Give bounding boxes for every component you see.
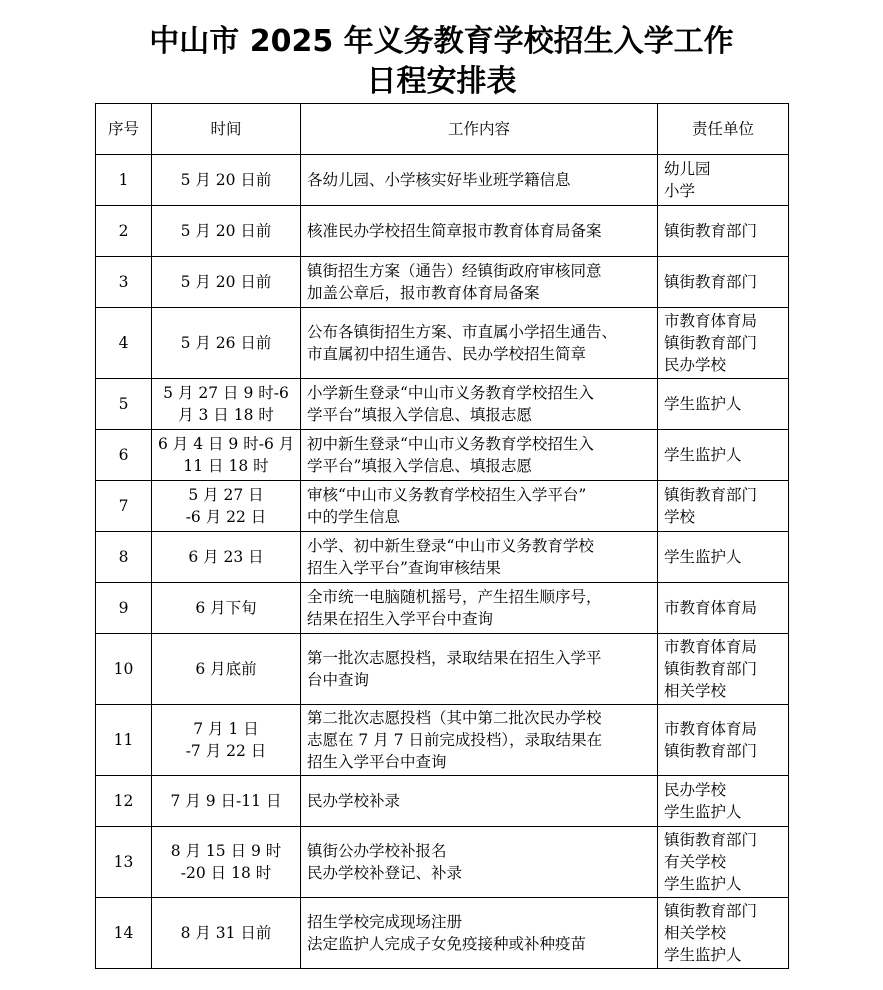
header-content: 工作内容 — [301, 104, 658, 155]
table-row — [96, 898, 789, 969]
document-title-line1: 中山市 2025 年义务教育学校招生入学工作 — [149, 24, 734, 59]
cell-serial: 4 — [96, 308, 152, 379]
cell-serial: 10 — [96, 634, 152, 705]
cell-time-line: 8 月 31 日前 — [180, 924, 272, 942]
cell-content — [301, 705, 658, 776]
cell-content — [301, 532, 658, 583]
cell-serial: 12 — [96, 776, 152, 827]
cell-time-line: 6 月底前 — [195, 660, 257, 678]
cell-content-line: 审核“中山市义务教育学校招生入学平台” — [307, 486, 587, 504]
cell-unit — [658, 257, 789, 308]
cell-content — [301, 827, 658, 898]
table-row — [96, 379, 789, 430]
cell-content — [301, 155, 658, 206]
cell-unit-line: 镇街教育部门 — [664, 902, 758, 920]
cell-unit-line: 镇街教育部门 — [664, 742, 758, 760]
cell-unit — [658, 155, 789, 206]
cell-unit-line: 市教育体育局 — [664, 638, 758, 656]
cell-content-line: 台中查询 — [307, 671, 370, 689]
cell-content-line: 招生入学平台”查询审核结果 — [307, 559, 501, 577]
cell-unit-line: 市教育体育局 — [664, 312, 758, 330]
cell-content-line: 招生学校完成现场注册 — [307, 913, 463, 931]
cell-unit — [658, 532, 789, 583]
document-title-line2: 日程安排表 — [366, 64, 517, 99]
cell-time — [152, 583, 301, 634]
header-responsible-unit: 责任单位 — [658, 104, 789, 155]
cell-content-line: 加盖公章后，报市教育体育局备案 — [307, 284, 540, 302]
table-row — [96, 308, 789, 379]
cell-serial: 5 — [96, 379, 152, 430]
cell-content — [301, 206, 658, 257]
table-body — [96, 155, 789, 969]
cell-content — [301, 898, 658, 969]
cell-content-line: 市直属初中招生通告、民办学校招生简章 — [307, 345, 587, 363]
table-row — [96, 206, 789, 257]
cell-content-line: 全市统一电脑随机摇号，产生招生顺序号， — [307, 588, 602, 606]
cell-content-line: 学平台”填报入学信息、填报志愿 — [307, 406, 532, 424]
cell-content-line: 民办学校补登记、补录 — [307, 864, 463, 882]
cell-time — [152, 898, 301, 969]
cell-unit — [658, 705, 789, 776]
cell-unit-line: 学校 — [664, 508, 696, 526]
cell-serial: 2 — [96, 206, 152, 257]
cell-unit-line: 相关学校 — [664, 924, 727, 942]
cell-time-line: 8 月 15 日 9 时 — [170, 842, 282, 860]
cell-time — [152, 257, 301, 308]
cell-content-line: 中的学生信息 — [307, 508, 401, 526]
cell-content-line: 镇街公办学校补报名 — [307, 842, 447, 860]
cell-unit-line: 民办学校 — [664, 781, 727, 799]
cell-content — [301, 430, 658, 481]
cell-time-line: -6 月 22 日 — [185, 508, 267, 526]
cell-unit — [658, 379, 789, 430]
cell-content-line: 第一批次志愿投档，录取结果在招生入学平 — [307, 649, 602, 667]
cell-time-line: 5 月 27 日 9 时-6 — [163, 384, 289, 402]
cell-content — [301, 634, 658, 705]
table-row — [96, 155, 789, 206]
cell-unit — [658, 481, 789, 532]
cell-unit — [658, 430, 789, 481]
cell-serial: 3 — [96, 257, 152, 308]
cell-content — [301, 776, 658, 827]
cell-time — [152, 155, 301, 206]
cell-unit-line: 学生监护人 — [664, 803, 742, 821]
cell-serial: 14 — [96, 898, 152, 969]
cell-time-line: -7 月 22 日 — [185, 742, 267, 760]
cell-content — [301, 257, 658, 308]
cell-content-line: 民办学校补录 — [307, 792, 401, 810]
cell-content — [301, 308, 658, 379]
cell-time — [152, 532, 301, 583]
cell-content-line: 第二批次志愿投档（其中第二批次民办学校 — [307, 709, 602, 727]
cell-time — [152, 308, 301, 379]
cell-time-line: 5 月 20 日前 — [180, 222, 272, 240]
cell-unit — [658, 634, 789, 705]
cell-content-line: 初中新生登录“中山市义务教育学校招生入 — [307, 435, 594, 453]
cell-unit-line: 市教育体育局 — [664, 720, 758, 738]
cell-time — [152, 705, 301, 776]
header-time: 时间 — [152, 104, 301, 155]
table-row — [96, 583, 789, 634]
cell-time-line: 6 月 23 日 — [188, 548, 264, 566]
cell-serial: 7 — [96, 481, 152, 532]
cell-unit-line: 镇街教育部门 — [664, 660, 758, 678]
cell-unit-line: 学生监护人 — [664, 946, 742, 964]
table-row — [96, 430, 789, 481]
cell-serial: 9 — [96, 583, 152, 634]
cell-unit — [658, 308, 789, 379]
cell-unit — [658, 583, 789, 634]
cell-time-line: 月 3 日 18 时 — [178, 406, 274, 424]
cell-unit-line: 市教育体育局 — [664, 599, 758, 617]
cell-time — [152, 481, 301, 532]
cell-content-line: 学平台”填报入学信息、填报志愿 — [307, 457, 532, 475]
cell-content-line: 小学新生登录“中山市义务教育学校招生入 — [307, 384, 594, 402]
cell-serial: 8 — [96, 532, 152, 583]
cell-unit-line: 小学 — [664, 182, 696, 200]
header-serial: 序号 — [96, 104, 152, 155]
cell-time-line: 6 月 4 日 9 时-6 月 — [158, 435, 295, 453]
cell-time-line: 7 月 9 日-11 日 — [170, 792, 282, 810]
cell-content — [301, 379, 658, 430]
cell-serial: 1 — [96, 155, 152, 206]
cell-unit — [658, 898, 789, 969]
cell-time — [152, 634, 301, 705]
table-row — [96, 257, 789, 308]
table-header-row — [96, 104, 789, 155]
cell-unit-line: 镇街教育部门 — [664, 222, 758, 240]
cell-unit-line: 学生监护人 — [664, 395, 742, 413]
table-row — [96, 776, 789, 827]
cell-content-line: 招生入学平台中查询 — [307, 753, 447, 771]
cell-unit-line: 民办学校 — [664, 356, 727, 374]
cell-unit-line: 学生监护人 — [664, 875, 742, 893]
cell-time — [152, 827, 301, 898]
cell-content — [301, 481, 658, 532]
cell-unit — [658, 206, 789, 257]
cell-content-line: 公布各镇街招生方案、市直属小学招生通告、 — [307, 323, 618, 341]
cell-time — [152, 379, 301, 430]
cell-time — [152, 206, 301, 257]
cell-time-line: 7 月 1 日 — [193, 720, 259, 738]
cell-time-line: -20 日 18 时 — [180, 864, 272, 882]
cell-time-line: 6 月下旬 — [195, 599, 257, 617]
cell-content-line: 结果在招生入学平台中查询 — [307, 610, 494, 628]
cell-unit-line: 有关学校 — [664, 853, 727, 871]
cell-time — [152, 430, 301, 481]
cell-time-line: 5 月 20 日前 — [180, 273, 272, 291]
cell-content-line: 小学、初中新生登录“中山市义务教育学校 — [307, 537, 594, 555]
cell-content-line: 镇街招生方案（通告）经镇街政府审核同意 — [307, 262, 602, 280]
cell-content-line: 核准民办学校招生简章报市教育体育局备案 — [307, 222, 602, 240]
table-row — [96, 481, 789, 532]
table-row — [96, 532, 789, 583]
cell-time — [152, 776, 301, 827]
cell-time-line: 5 月 20 日前 — [180, 171, 272, 189]
cell-time-line: 5 月 26 日前 — [180, 334, 272, 352]
cell-unit-line: 幼儿园 — [664, 160, 711, 178]
cell-unit-line: 相关学校 — [664, 682, 727, 700]
cell-unit-line: 学生监护人 — [664, 548, 742, 566]
cell-unit — [658, 776, 789, 827]
table-row — [96, 827, 789, 898]
cell-time-line: 5 月 27 日 — [188, 486, 264, 504]
cell-unit-line: 学生监护人 — [664, 446, 742, 464]
cell-content-line: 各幼儿园、小学核实好毕业班学籍信息 — [307, 171, 571, 189]
cell-unit-line: 镇街教育部门 — [664, 273, 758, 291]
cell-serial: 11 — [96, 705, 152, 776]
cell-serial: 6 — [96, 430, 152, 481]
cell-content-line: 法定监护人完成子女免疫接种或补种疫苗 — [307, 935, 587, 953]
cell-time-line: 11 日 18 时 — [183, 457, 269, 475]
cell-unit-line: 镇街教育部门 — [664, 486, 758, 504]
schedule-table — [95, 103, 789, 969]
table-row — [96, 705, 789, 776]
cell-content — [301, 583, 658, 634]
cell-unit — [658, 827, 789, 898]
cell-unit-line: 镇街教育部门 — [664, 334, 758, 352]
cell-content-line: 志愿在 7 月 7 日前完成投档），录取结果在 — [307, 731, 603, 749]
cell-serial: 13 — [96, 827, 152, 898]
cell-unit-line: 镇街教育部门 — [664, 831, 758, 849]
table-row — [96, 634, 789, 705]
